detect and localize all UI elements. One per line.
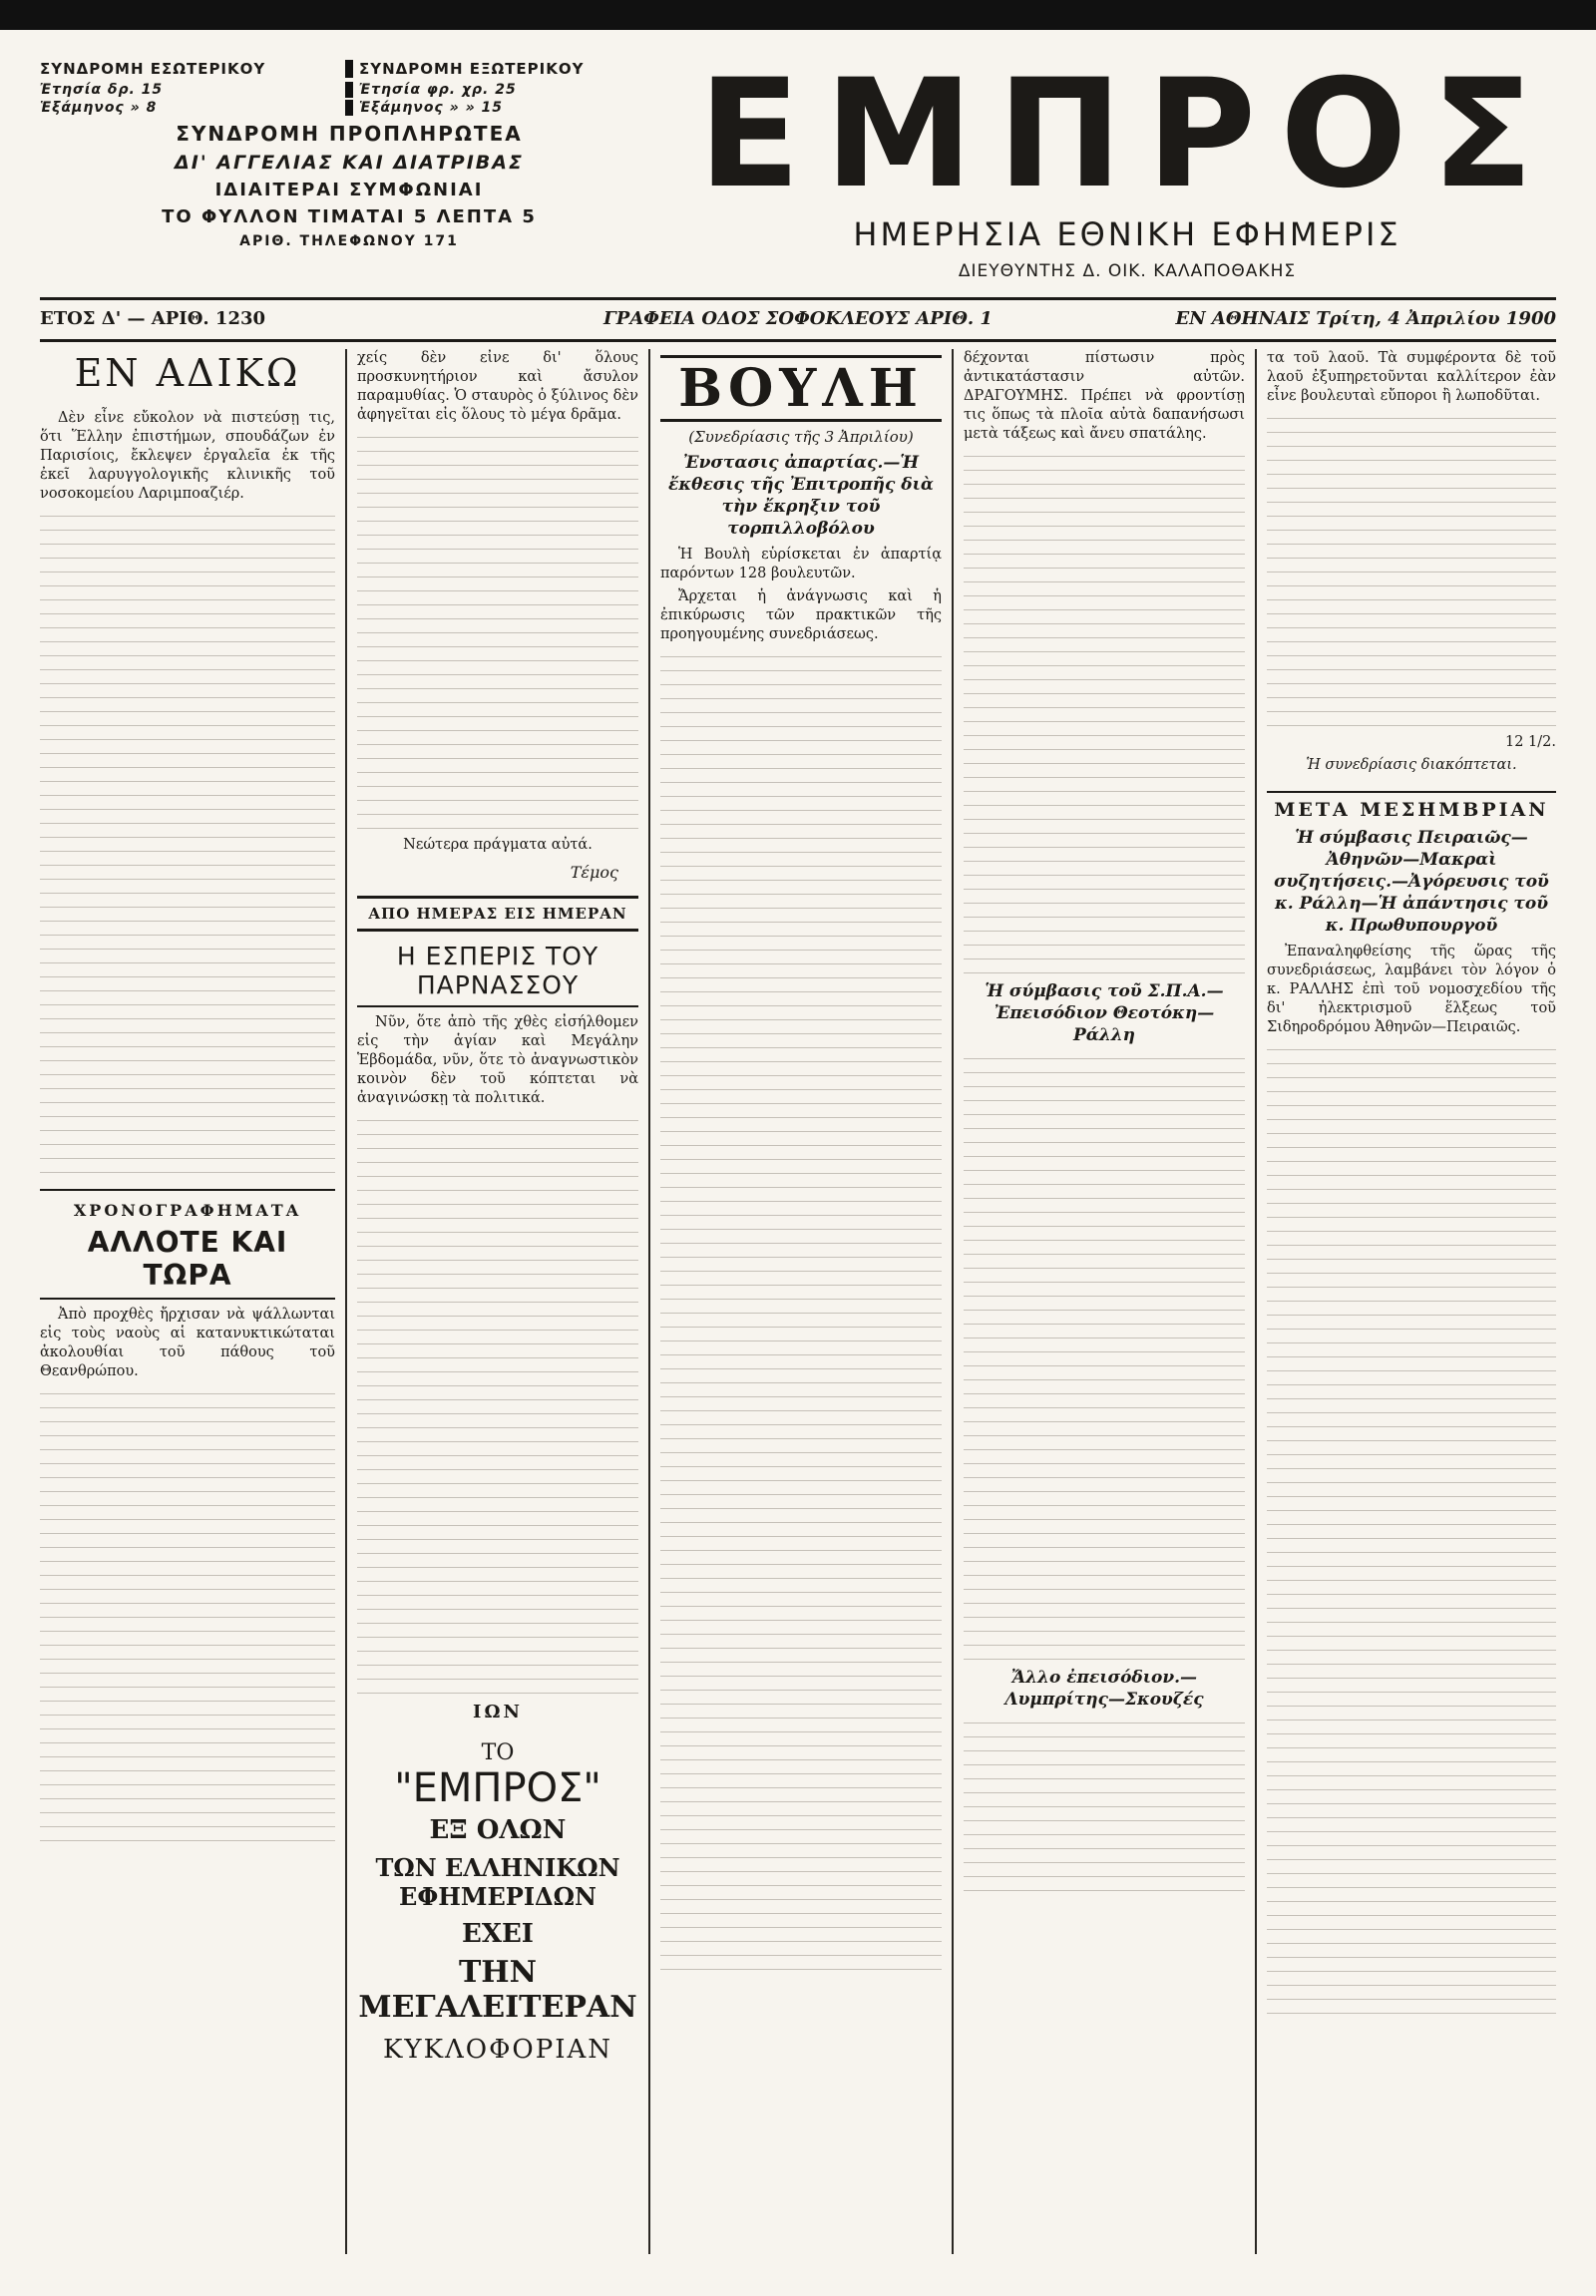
masthead bbox=[40, 40, 1556, 289]
article-end-line: Νεώτερα πράγματα αὐτά. bbox=[403, 837, 593, 853]
subscription-foreign-half: Ἑξάμηνος » » 15 bbox=[359, 100, 504, 116]
article-lede: Ἡ Βουλὴ εὑρίσκεται ἐν ἀπαρτίᾳ παρόντων 128 βουλευτῶν. bbox=[660, 547, 942, 581]
ad-line: ΤΩΝ ΕΛΛΗΝΙΚΩΝ ΕΦΗΜΕΡΙΔΩΝ bbox=[375, 1853, 620, 1911]
article-body bbox=[964, 450, 1245, 973]
column-2 bbox=[357, 349, 638, 2254]
story-lede: Ἀπὸ προχθὲς ἤρχισαν νὰ ψάλλωνται εἰς τοὺς ναοὺς αἱ κατανυκτικώταται ἀκολουθίαι τοῦ πάθους τοῦ Θεανθρώπου. bbox=[40, 1307, 335, 1379]
article-lede: Δὲν εἶνε εὔκολον νὰ πιστεύσῃ τις, ὅτι Ἕλλην ἐπιστήμων, σπουδάζων ἐν Παρισίοις, ἔκλεψεν ἐργαλεῖα ἐκ τῆς ἐκεῖ λαρυγγολογικῆς κλινικῆς τοῦ νοσοκομείου Λαριμποαζιέρ. bbox=[40, 410, 335, 502]
session-line: (Συνεδρίασις τῆς 3 Ἀπριλίου) bbox=[688, 428, 914, 446]
article-body bbox=[1267, 1043, 1556, 2014]
ad-name: "ΕΜΠΡΟΣ" bbox=[394, 1765, 601, 1811]
article-body bbox=[964, 1717, 1245, 1891]
director-line: ΔΙΕΥΘΥΝΤΗΣ Δ. ΟΙΚ. ΚΑΛΑΠΟΘΑΚΗΣ bbox=[958, 261, 1297, 281]
issue-number: ΕΤΟΣ Δ' — ΑΡΙΘ. 1230 bbox=[40, 307, 266, 329]
article-body bbox=[660, 650, 942, 1970]
article-body bbox=[357, 431, 638, 829]
ad-line: ΕΧΕΙ bbox=[462, 1919, 534, 1949]
subscription-foreign-title: ΣΥΝΔΡΟΜΗ ΕΞΩΤΕΡΙΚΟΥ bbox=[359, 60, 585, 78]
section-heading: ΧΡΟΝΟΓΡΑΦΗΜΑΤΑ bbox=[40, 1189, 335, 1220]
issue-date: ΕΝ ΑΘΗΝΑΙΣ Τρίτη, 4 Ἀπριλίου 1900 bbox=[1175, 307, 1557, 329]
newspaper-logo bbox=[698, 48, 1558, 281]
subscription-panel bbox=[40, 60, 658, 255]
subscription-domestic-title: ΣΥΝΔΡΟΜΗ ΕΣΩΤΕΡΙΚΟΥ bbox=[40, 60, 266, 78]
column-5 bbox=[1267, 349, 1556, 2254]
section-title: ΒΟΥΛΗ bbox=[660, 355, 942, 422]
article-paragraph: Ἄρχεται ἡ ἀνάγνωσις καὶ ἡ ἐπικύρωσις τῶν πρακτικῶν τῆς προηγουμένης συνεδριάσεως. bbox=[660, 588, 942, 642]
article-body bbox=[964, 1052, 1245, 1660]
subscription-domestic-year: Ἐτησία δρ. 15 bbox=[40, 82, 164, 98]
article-continuation: δέχονται πίστωσιν πρὸς ἀντικατάστασιν αὐτῶν. ΔΡΑΓΟΥΜΗΣ. Πρέπει νὰ φροντίσῃ τις ὅπως τὰ πλοῖα αὐτὰ δαπανήσωσι μετὰ τάξεως καὶ ἄνευ σπατάλης. bbox=[964, 350, 1245, 442]
adjourn-line: Ἡ συνεδρίασις διακόπτεται. bbox=[1306, 757, 1517, 773]
price-notice: ΤΟ ΦΥΛΛΟΝ ΤΙΜΑΤΑΙ 5 ΛΕΠΤΑ 5 bbox=[162, 206, 537, 227]
section-heading: ΜΕΤΑ ΜΕΣΗΜΒΡΙΑΝ bbox=[1267, 791, 1556, 821]
logo-word: ΕΜΠΡΟΣ bbox=[698, 48, 1558, 221]
masthead-rule-bottom bbox=[40, 339, 1556, 342]
offices-address: ΓΡΑΦΕΙΑ ΟΔΟΣ ΣΟΦΟΚΛΕΟΥΣ ΑΡΙΘ. 1 bbox=[603, 307, 993, 329]
story-signature: ΙΩΝ bbox=[473, 1702, 523, 1722]
column-4 bbox=[964, 349, 1245, 2254]
ad-line: ΤΗΝ ΜΕΓΑΛΕΙΤΕΡΑΝ bbox=[358, 1955, 637, 2025]
top-black-bar bbox=[0, 0, 1596, 30]
story-lede: Νῦν, ὅτε ἀπὸ τῆς χθὲς εἰσήλθομεν εἰς τὴν ἁγίαν καὶ Μεγάλην Ἑβδομάδα, νῦν, ὅτε τὸ ἀναγνωστικὸν κοινὸν δὲν τοῦ κόπτεται νὰ ἀναγινώσκῃ τὰ πολιτικά. bbox=[357, 1014, 638, 1106]
article-body bbox=[40, 510, 335, 1173]
ad-line: ΕΞ ΟΛΩΝ bbox=[429, 1815, 567, 1845]
article-continuation: τα τοῦ λαοῦ. Τὰ συμφέροντα δὲ τοῦ λαοῦ ἐξυπηρετοῦνται καλλίτερον ἐὰν εἶνε βουλευταὶ εὔποροι ἢ λωποδῦται. bbox=[1267, 350, 1556, 404]
ads-notice: ΔΙ' ΑΓΓΕΛΙΑΣ ΚΑΙ ΔΙΑΤΡΙΒΑΣ bbox=[175, 152, 524, 174]
article-signature: Τέμος bbox=[570, 863, 618, 882]
article-lede: Ἐπαναληφθείσης τῆς ὥρας τῆς συνεδριάσεως, λαμβάνει τὸν λόγον ὁ κ. ΡΑΛΛΗΣ ἐπὶ τοῦ νομοσχεδίου τῆς δι' ἠλεκτρισμοῦ ἕλξεως τοῦ Σιδηροδρόμου Ἀθηνῶν—Πειραιῶς. bbox=[1267, 944, 1556, 1035]
article-body bbox=[1267, 412, 1556, 726]
ad-line: ΤΟ bbox=[481, 1740, 515, 1765]
story-title: ΑΛΛΟΤΕ ΚΑΙ ΤΩΡΑ bbox=[40, 1226, 335, 1300]
story-title: Η ΕΣΠΕΡΙΣ ΤΟΥ ΠΑΡΝΑΣΣΟΥ bbox=[357, 942, 638, 1007]
fraction-line: 12 1/2. bbox=[1504, 734, 1556, 750]
phone-notice: ΑΡΙΘ. ΤΗΛΕΦΩΝΟΥ 171 bbox=[239, 233, 459, 249]
issue-strip bbox=[40, 301, 1556, 335]
section-heading-box bbox=[357, 896, 638, 932]
section-heading: ΑΠΟ ΗΜΕΡΑΣ ΕΙΣ ΗΜΕΡΑΝ bbox=[368, 905, 627, 923]
article-continuation: χείς δὲν εἶνε δι' ὅλους προσκυνητήριον καὶ ἄσυλον παραμυθίας. Ὁ σταυρὸς ὁ ξύλινος δὲν ἀφηγεῖται εἰς ὅλους τὸ μέγα δρᾶμα. bbox=[357, 350, 638, 423]
subscription-foreign-year: Ἐτησία φρ. χρ. 25 bbox=[359, 82, 517, 98]
article-title: ΕΝ ΑΔΙΚΩ bbox=[74, 351, 301, 395]
story-body bbox=[357, 1114, 638, 1694]
prepaid-notice: ΣΥΝΔΡΟΜΗ ΠΡΟΠΛΗΡΩΤΕΑ bbox=[176, 122, 523, 146]
article-headline: Ἡ σύμβασις τοῦ Σ.Π.Α.—Ἐπεισόδιον Θεοτόκη—Ράλλη bbox=[985, 981, 1224, 1045]
column-3 bbox=[660, 349, 942, 2254]
ad-line: ΚΥΚΛΟΦΟΡΙΑΝ bbox=[382, 2035, 613, 2065]
subscription-domestic-half: Ἑξάμηνος » 8 bbox=[40, 100, 158, 116]
article-columns bbox=[40, 349, 1556, 2254]
masthead-rule-top bbox=[40, 297, 1556, 300]
article-headline: Ἐνστασις ἀπαρτίας.—Ἡ ἔκθεσις τῆς Ἐπιτροπῆς διὰ τὴν ἔκρηξιν τοῦ τορπιλλοβόλου bbox=[668, 453, 934, 539]
article-headline: Ἡ σύμβασις Πειραιῶς—Ἀθηνῶν—Μακραὶ συζητήσεις.—Ἀγόρευσις τοῦ κ. Ράλλη—Ἡ ἀπάντησις τοῦ κ. Πρωθυπουργοῦ bbox=[1274, 828, 1549, 936]
circulation-ad bbox=[357, 1740, 638, 2065]
story-body bbox=[40, 1387, 335, 1841]
article-headline: Ἄλλο ἐπεισόδιον.—Λυμπρίτης—Σκουζές bbox=[1004, 1668, 1204, 1710]
special-notice: ΙΔΙΑΙΤΕΡΑΙ ΣΥΜΦΩΝΙΑΙ bbox=[214, 180, 484, 200]
logo-subtitle: ΗΜΕΡΗΣΙΑ ΕΘΝΙΚΗ ΕΦΗΜΕΡΙΣ bbox=[853, 215, 1401, 253]
column-1 bbox=[40, 349, 335, 2254]
